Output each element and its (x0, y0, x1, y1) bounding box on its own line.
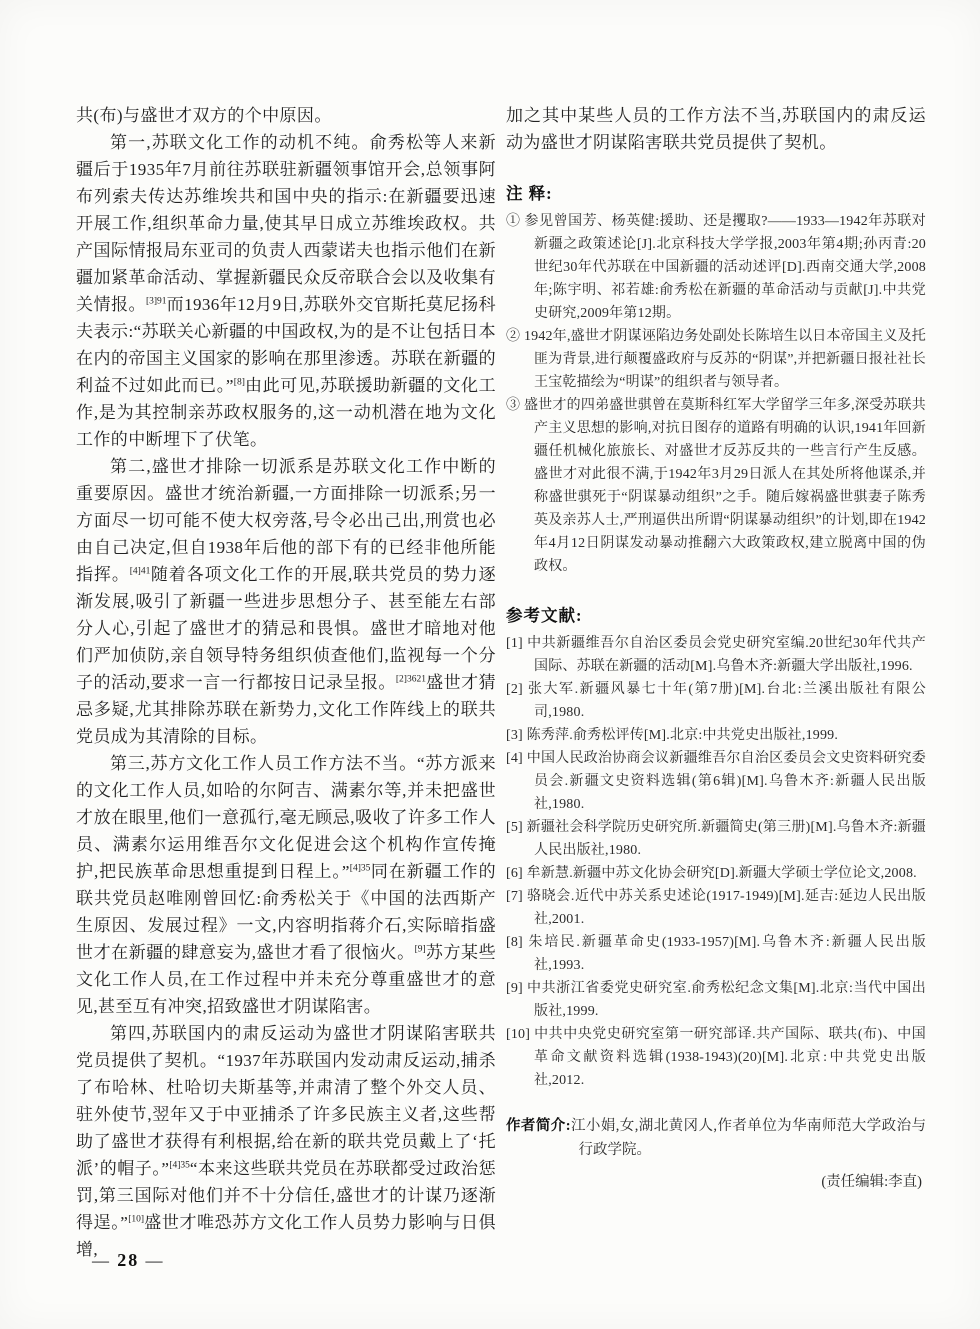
item-text: 牟新慧.新疆中苏文化协会研究[D].新疆大学硕士学位论文,2008. (526, 866, 917, 881)
text-run: 共(布)与盛世才双方的个中原因。 (76, 106, 332, 125)
notes-section (506, 210, 926, 578)
editor-line: (责任编辑:李直) (821, 1174, 922, 1190)
item-text: 1942年,盛世才阴谋诬陷边务处副处长陈培生以日本帝国主义及托匪为背景,进行颠覆盛政府与反苏的“阴谋”,并把新疆日报社社长王宝乾描绘为“明谋”的组织者与领导者。 (523, 329, 926, 390)
reference-item (506, 632, 926, 678)
page-number: 28 (117, 1250, 140, 1270)
reference-item (506, 885, 926, 931)
text-run: 苏方某些文化工作人员,在工作过程中并未充分尊重盛世才的意见,甚至互有冲突,招致盛世才阴谋陷害。 (76, 943, 496, 1016)
item-marker: [10] (506, 1027, 535, 1042)
item-text: 中共中央党史研究室第一研究部译.共产国际、联共(布)、中国革命文献资料选辑(1938-1943)(20)[M].北京:中共党史出版社,2012. (534, 1027, 926, 1088)
item-marker: ③ (506, 398, 524, 413)
text-run: 随着各项文化工作的开展,联共党员的势力逐渐发展,吸引了新疆一些进步思想分子、甚至能左右部分人心,引起了盛世才的猜忌和畏惧。盛世才暗地对他们严加侦防,亲自领导特务组织侦查他们,监视每一个分子的活动,要求一言一行都按日记录呈报。 (76, 565, 497, 692)
item-text: 盛世才的四弟盛世骐曾在莫斯科红军大学留学三年多,深受苏联共产主义思想的影响,对抗日图存的道路有明确的认识,1941年回新疆任机械化旅旅长、对盛世才反苏反共的一些言行产生反感。盛世才对此很不满,于1942年3月29日派人在其处所将他谋杀,并称盛世骐死于“阴谋暴动组织”之手。随后嫁祸盛世骐妻子陈秀英及亲苏人士,严刑逼供出所谓“阴谋暴动组织”的计划,即在1942年4月12日阴谋发动暴动推翻六大政策政权,建立脱离中国的伪政权。 (523, 398, 926, 574)
continuation-paragraphs (506, 102, 926, 156)
item-marker: ① (506, 214, 525, 229)
paragraph (76, 1020, 496, 1263)
citation-superscript: [4]35 (169, 1160, 190, 1171)
text-run: 加之其中某些人员的工作方法不当,苏联国内的肃反运动为盛世才阴谋陷害联共党员提供了契机。 (506, 106, 926, 152)
item-marker: [7] (506, 889, 528, 904)
author-bio-label: 作者简介: (506, 1118, 571, 1134)
right-column (506, 102, 926, 1191)
text-run: 而1936年12月9日,苏联外交官斯托莫尼扬科夫表示:“苏联关心新疆的中国政权,为的是不让包括日本在内的帝国主义国家的影响在那里渗透。苏联在新疆的利益不过如此而已。” (76, 295, 497, 395)
references-heading: 参考文献: (506, 606, 583, 625)
left-column (76, 102, 496, 1263)
reference-item (506, 862, 926, 885)
text-run: 第四,苏联国内的肃反运动为盛世才阴谋陷害联共党员提供了契机。“1937年苏联国内发动肃反运动,捕杀了布哈林、杜哈切夫斯基等,并肃清了整个外交人员、驻外使节,翌年又于中亚捕杀了许多民族主义者,这些帮助了盛世才获得有利根据,给在新的联共党员戴上了‘托派’的帽子。” (76, 1024, 496, 1178)
item-marker: [9] (506, 981, 527, 996)
item-text: 中共浙江省委党史研究室.俞秀松纪念文集[M].北京:当代中国出版社,1999. (527, 981, 926, 1019)
citation-superscript: [8] (233, 377, 245, 388)
item-text: 朱培民.新疆革命史(1933-1957)[M].乌鲁木齐:新疆人民出版社,1993. (528, 935, 926, 973)
item-marker: ② (506, 329, 524, 344)
paragraph (76, 453, 496, 750)
item-text: 陈秀萍.俞秀松评传[M].北京:中共党史出版社,1999. (526, 728, 839, 743)
citation-superscript: [2]3621 (395, 674, 426, 685)
reference-item (506, 678, 926, 724)
reference-item (506, 1023, 926, 1092)
citation-superscript: [3]91 (145, 296, 167, 307)
text-run: 第三,苏方文化工作人员工作方法不当。“苏方派来的文化工作人员,如哈的尔阿吉、满素尔等,并未把盛世才放在眼里,他们一意孤行,毫无顾忌,吸收了许多工作人员、满素尔运用维吾尔文化促进会这个机构作宣传掩护,把民族革命思想重提到日程上。” (76, 754, 496, 881)
paragraph (76, 129, 496, 453)
item-text: 骆晓会.近代中苏关系史述论(1917-1949)[M].延吉:延边人民出版社,2001. (527, 889, 926, 927)
reference-item (506, 747, 926, 816)
item-marker: [2] (506, 682, 528, 697)
references-section (506, 632, 926, 1092)
item-text: 新疆社会科学院历史研究所.新疆简史(第三册)[M].乌鲁木齐:新疆人民出版社,1980. (526, 820, 926, 858)
paragraph (76, 102, 496, 129)
paragraph (76, 750, 496, 1020)
reference-item (506, 816, 926, 862)
note-item (506, 325, 926, 394)
author-bio-text: 江小娟,女,湖北黄冈人,作者单位为华南师范大学政治与行政学院。 (570, 1118, 926, 1158)
note-item (506, 210, 926, 325)
text-run: 盛世才猜忌多疑,尤其排除苏联在新势力,文化工作阵线上的联共党员成为其清除的目标。 (76, 673, 496, 746)
citation-superscript: [9] (414, 944, 426, 955)
footer-right-dash: — (145, 1251, 165, 1270)
item-text: 参见曾国芳、杨英健:援助、还是攫取?——1933—1942年苏联对新疆之政策述论[J].北京科技大学学报,2003年第4期;孙丙青:20世纪30年代苏联在中国新疆的活动述评[D].西南交通大学,2008年;陈宇明、祁若雄:俞秀松在新疆的革命活动与贡献[J].中共党史研究,2009年第12期。 (524, 214, 926, 321)
reference-item (506, 931, 926, 977)
notes-heading: 注 释: (506, 184, 553, 203)
paragraph (506, 102, 926, 156)
item-marker: [8] (506, 935, 529, 950)
citation-superscript: [10] (128, 1214, 145, 1225)
text-run: 第二,盛世才排除一切派系是苏联文化工作中断的重要原因。盛世才统治新疆,一方面排除一切派系;另一方面尽一切可能不使大权旁落,号令必出己出,刑赏也必由自己决定,但自1938年后他的部下有的已经非他所能指挥。 (76, 457, 496, 584)
text-run: 同在新疆工作的联共党员赵唯刚曾回忆:俞秀松关于《中国的法西斯产生原因、发展过程》一文,内容明指蒋介石,实际暗指盛世才在新疆的肆意妄为,盛世才看了很恼火。 (76, 862, 496, 962)
item-text: 中国人民政治协商会议新疆维吾尔自治区委员会文史资料研究委员会.新疆文史资料选辑(第6辑)[M].乌鲁木齐:新疆人民出版社,1980. (526, 751, 926, 812)
reference-item (506, 977, 926, 1023)
item-marker: [1] (506, 636, 528, 651)
item-text: 中共新疆维吾尔自治区委员会党史研究室编.20世纪30年代共产国际、苏联在新疆的活动[M].乌鲁木齐:新疆大学出版社,1996. (527, 636, 927, 674)
note-item (506, 394, 926, 578)
item-marker: [3] (506, 728, 527, 743)
text-run: 第一,苏联文化工作的动机不纯。俞秀松等人来新疆后于1935年7月前往苏联驻新疆领事馆开会,总领事阿布列索夫传达苏维埃共和国中央的指示:在新疆要迅速开展工作,组织革命力量,使其早日成立苏维埃政权。共产国际情报局东亚司的负责人西蒙诺夫也指示他们在新疆加紧革命活动、掌握新疆民众反帝联合会以及收集有关情报。 (76, 133, 496, 314)
citation-superscript: [4]35 (349, 863, 371, 874)
footer-left-dash: — (92, 1251, 111, 1270)
reference-item (506, 724, 926, 747)
citation-superscript: [4]41 (129, 566, 151, 577)
item-marker: [4] (506, 751, 527, 766)
item-marker: [6] (506, 866, 527, 881)
text-run: 由此可见,苏联援助新疆的文化工作,是为其控制亲苏政权服务的,这一动机潜在地为文化工作的中断埋下了伏笔。 (76, 376, 496, 449)
item-text: 张大军.新疆风暴七十年(第7册)[M].台北:兰溪出版社有限公司,1980. (527, 682, 927, 720)
item-marker: [5] (506, 820, 527, 835)
footer-page-number (92, 1250, 165, 1271)
author-bio (506, 1114, 926, 1162)
text-run: “本来这些联共党员在苏联都受过政治惩罚,第三国际对他们并不十分信任,盛世才的计谋乃逐渐得逞。” (76, 1159, 496, 1232)
text-run: 盛世才唯恐苏方文化工作人员势力影响与日俱增, (76, 1213, 496, 1259)
